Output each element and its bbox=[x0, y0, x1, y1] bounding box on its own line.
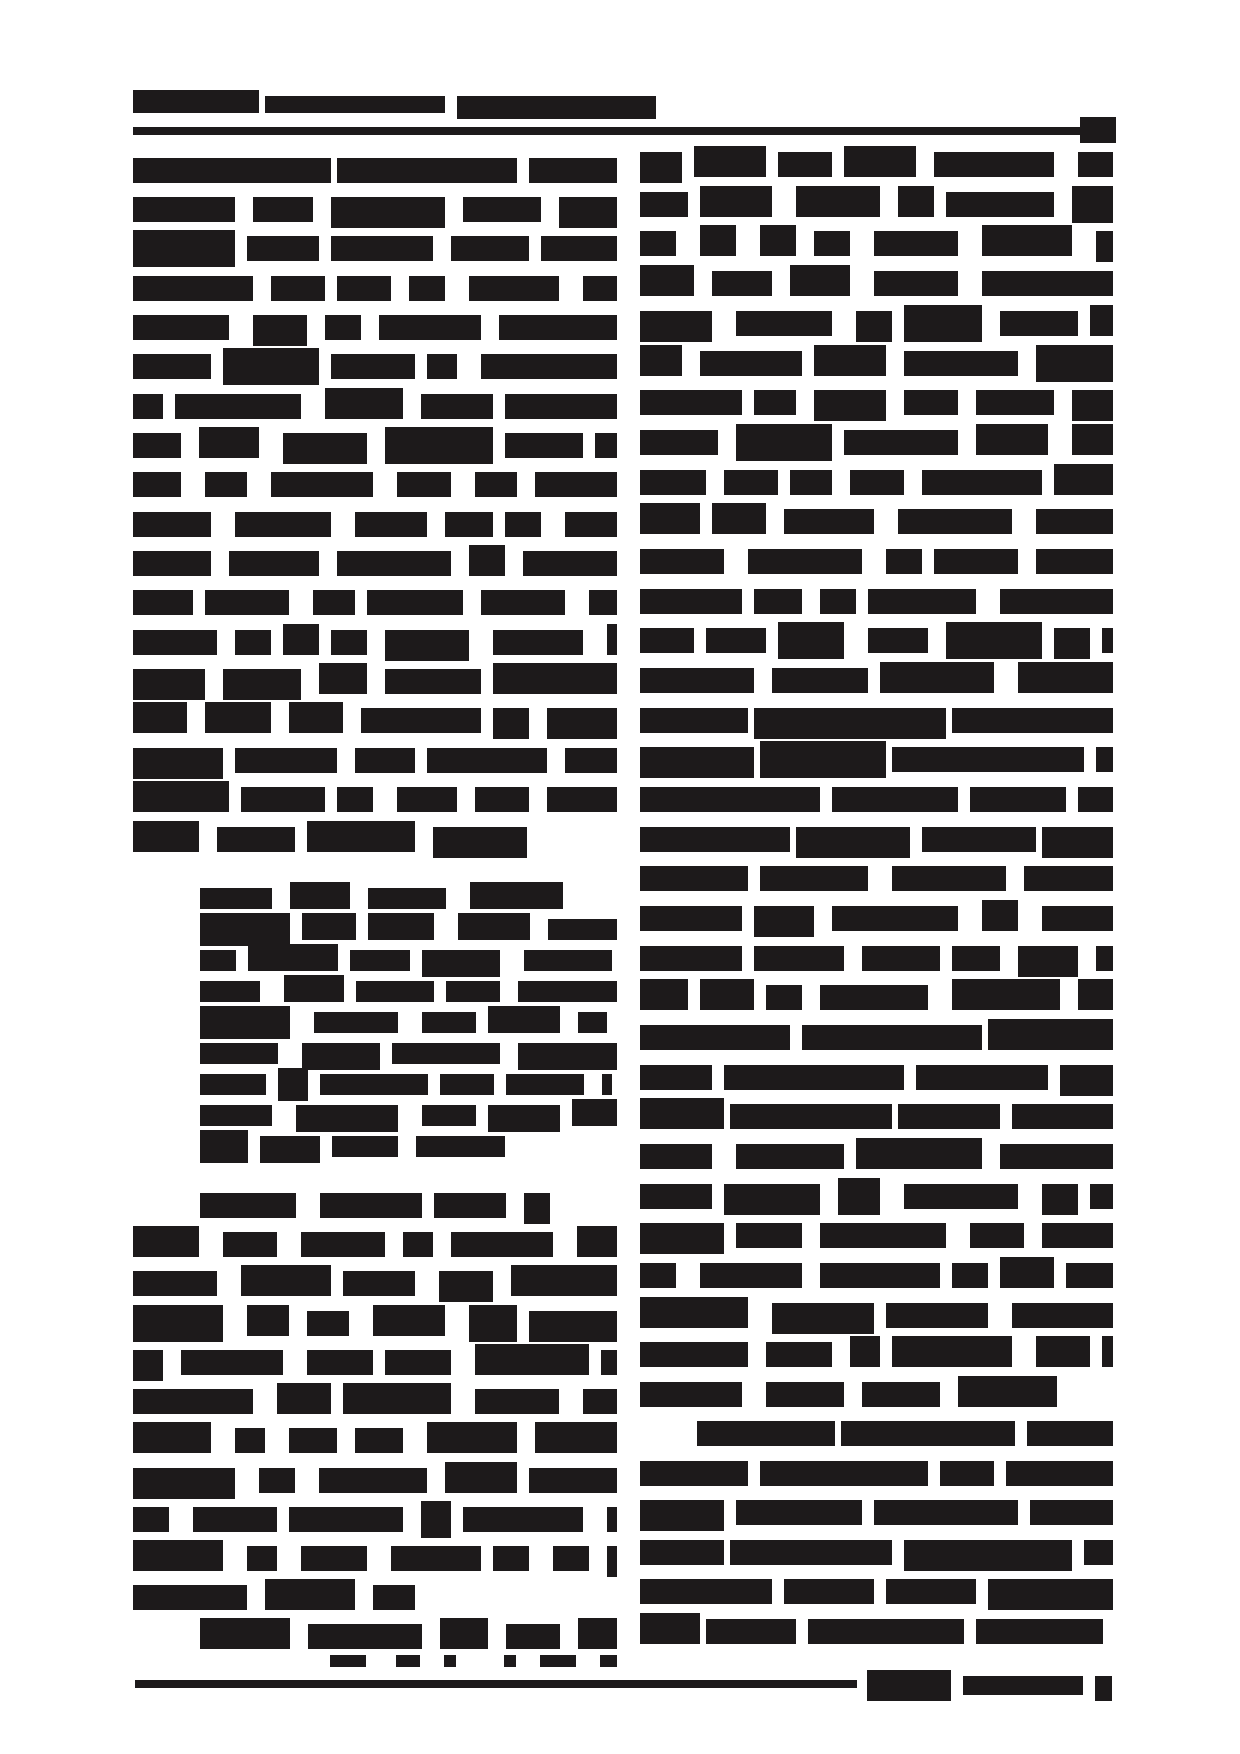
redacted-word bbox=[1095, 1676, 1112, 1701]
redacted-word bbox=[867, 1670, 951, 1701]
redacted-text-line bbox=[867, 1676, 1112, 1695]
footer-rule bbox=[135, 1680, 857, 1688]
redacted-word bbox=[963, 1676, 1083, 1695]
